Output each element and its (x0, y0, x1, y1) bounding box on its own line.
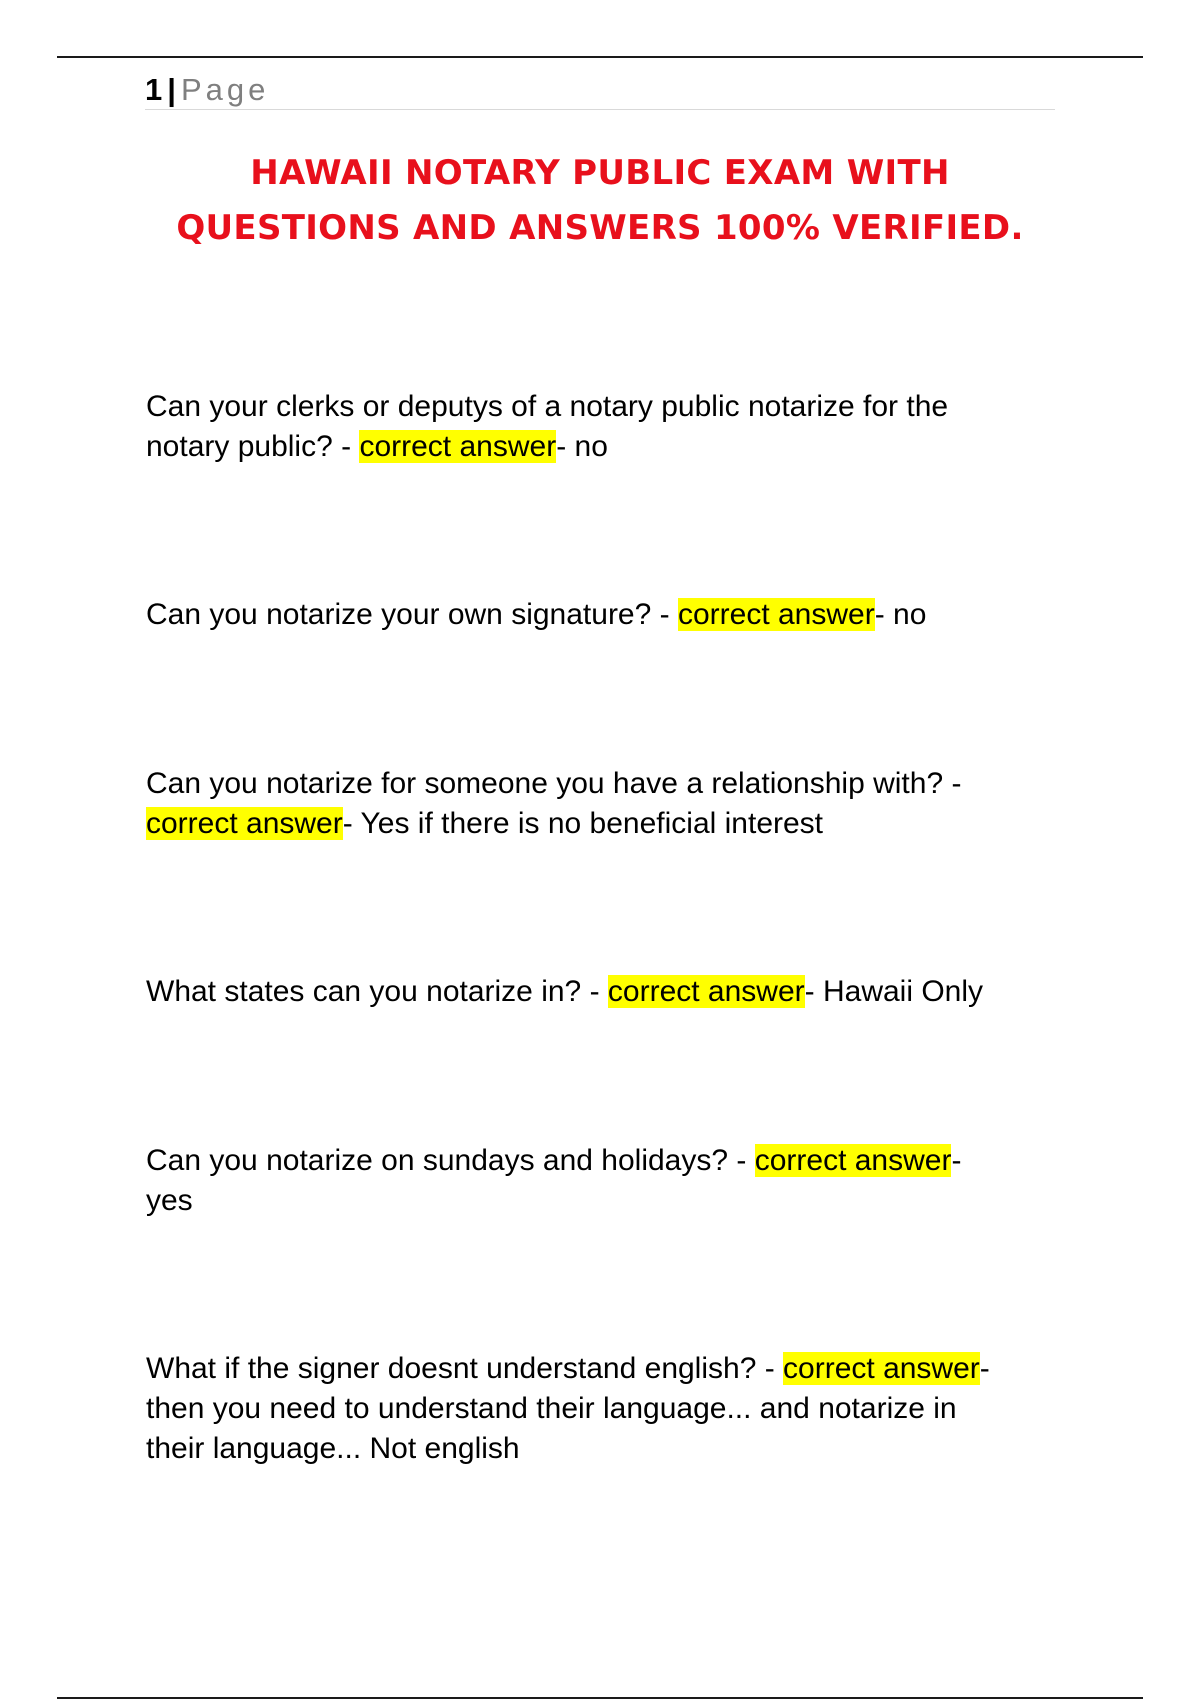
question-3: Can you notarize for someone you have a relationship with? - (146, 767, 962, 800)
question-4: What states can you notarize in? - (146, 975, 608, 1008)
answer-2: - no (874, 598, 927, 631)
title-line-1: HAWAII NOTARY PUBLIC EXAM WITH (250, 153, 950, 193)
qa-item-5 (146, 1141, 1066, 1221)
correct-answer-label-3: correct answer (146, 807, 343, 840)
question-6: What if the signer doesnt understand english? - (146, 1352, 784, 1385)
correct-answer-label-4: correct answer (607, 975, 805, 1008)
correct-answer-label-5: correct answer (754, 1144, 952, 1177)
answer-6: - (979, 1352, 990, 1385)
qa-item-4 (146, 972, 1066, 1012)
qa-item-6 (146, 1349, 1066, 1469)
page-header (145, 70, 1055, 110)
document-title (100, 146, 1100, 256)
answer-5: - (951, 1144, 962, 1177)
answer-3: - Yes if there is no beneficial interest (342, 807, 824, 840)
bottom-rule (57, 1697, 1143, 1699)
answer-6-line-3: their language... Not english (146, 1432, 520, 1465)
top-rule (57, 56, 1143, 58)
qa-item-3 (146, 764, 1066, 844)
answer-5-continued: yes (146, 1184, 193, 1217)
page-label: Page (180, 72, 270, 107)
qa-item-2 (146, 595, 1066, 635)
answer-4: - Hawaii Only (804, 975, 984, 1008)
correct-answer-label-6: correct answer (783, 1352, 980, 1385)
qa-item-1 (146, 387, 1066, 467)
title-line-2: QUESTIONS AND ANSWERS 100% VERIFIED. (176, 208, 1024, 248)
question-1-line-2: notary public? - (146, 430, 360, 463)
page-number: 1 (145, 72, 163, 107)
answer-6-line-2: then you need to understand their language... and notarize in (146, 1392, 957, 1425)
question-2: Can you notarize your own signature? - (146, 598, 678, 631)
question-5: Can you notarize on sundays and holidays? - (146, 1144, 755, 1177)
page-separator: | (167, 72, 176, 107)
correct-answer-label-2: correct answer (677, 598, 875, 631)
answer-1: - no (556, 430, 608, 463)
question-1-line-1: Can your clerks or deputys of a notary public notarize for the (146, 390, 949, 423)
correct-answer-label-1: correct answer (359, 430, 557, 463)
